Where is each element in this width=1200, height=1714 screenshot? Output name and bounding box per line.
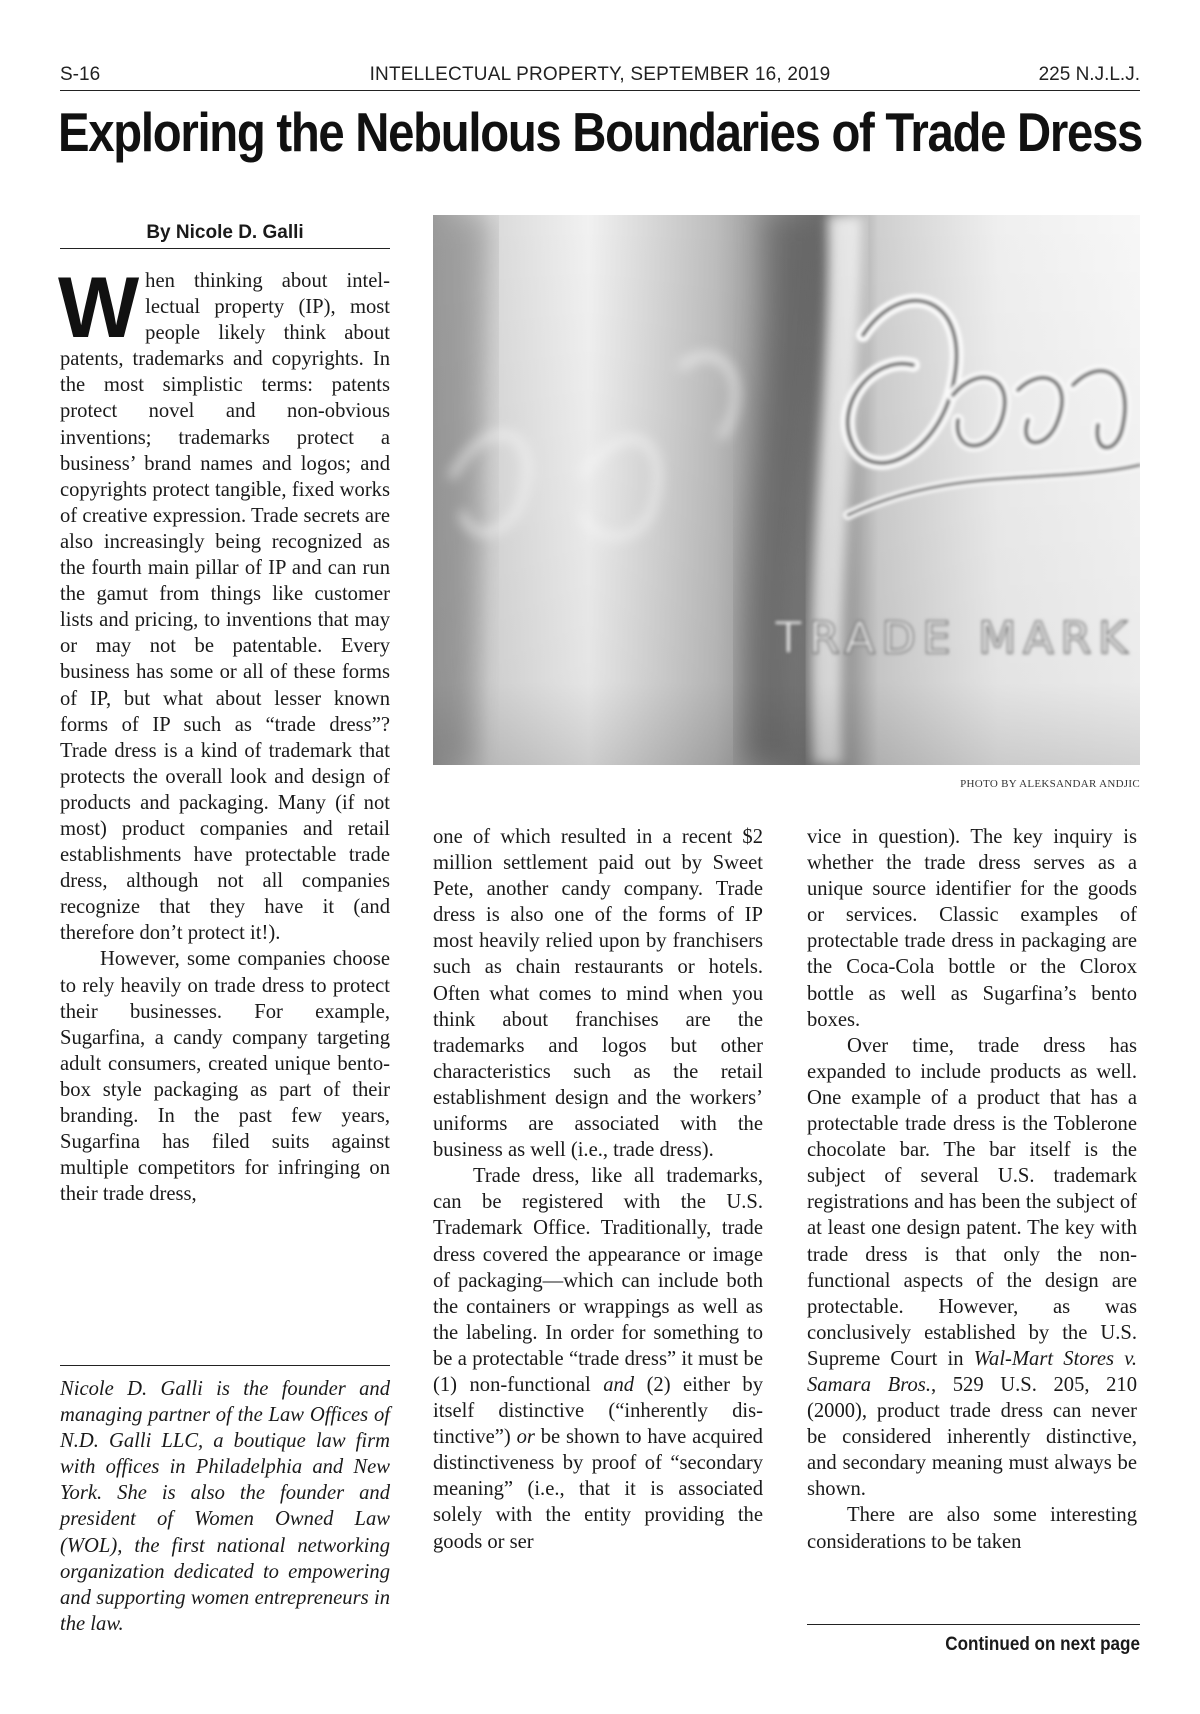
article-column-1 [58, 260, 390, 1207]
article-paragraph: vice in question). The key inquiry is whether the trade dress serves as a unique source identifier for the goods or services. Classic examples of protectable trade dress in packaging are the Coca-Cola bottle or the Clorox bottle as well as Sugarfina’s bento boxes. [807, 826, 1137, 1031]
coca-cola-bottle-photo [433, 215, 1140, 765]
running-head [60, 64, 1140, 91]
photo-credit: PHOTO BY ALEKSANDAR ANDJIC [960, 778, 1140, 790]
article-paragraph: Over time, trade dress has expanded to include products as well. One example of a product that has a protectable trade dress is the Toblerone chocolate bar. The bar itself is the subject of several U.S. trademark registrations and has been the subject of at least one design patent. The key with trade dress is that only the non-functional aspects of the design are protectable. However, as was conclusively established by the U.S. Supreme Court in Wal-Mart Stores v. Samara Bros., 529 U.S. 205, 210 (2000), product trade dress can never be considered inherently distinctive, and secondary meaning must always be shown. [807, 1034, 1138, 1501]
byline: By Nicole D. Galli [60, 222, 390, 249]
volume-label: 225 N.J.L.J. [1038, 64, 1140, 85]
case-citation: Wal-Mart Stores v. Samara Bros. [807, 1347, 1137, 1396]
author-bio: Nicole D. Galli is the founder and managing partner of the Law Offices of N.D. Galli LLC, a boutique law firm with offices in Philadelphia and New York. She is also the founder and president of Women Owned Law (WOL), the first national networking organization dedicated to empowering and supporting women entrepreneurs in the law. [60, 1365, 390, 1637]
article-paragraph: However, some companies choose to rely heavily on trade dress to protect their businesses. For example, Sugarfina, a candy company targeting adult consumers, created unique bento-box style packaging as part of their branding. In the past few years, Sugarfina has filed suits against multiple competitors for infringing on their trade dress, [60, 948, 390, 1206]
article-column-2 [433, 824, 763, 1555]
article-paragraph: When thinking about intellectual property (IP), most people likely think about patents, trademarks and copyrights. In the most simplistic terms: patents protect novel and non-obvious inventions; trademarks protect a business’ brand names and logos; and copyrights protect tangible, fixed works of creative expression. Trade secrets are also increasingly being recognized as the fourth main pillar of IP and can run the gamut from things like customer lists and pricing, to inventions that may or may not be patentable. Every business has some or all of these forms of IP, but what about lesser known forms of IP such as “trade dress”? Trade dress is a kind of trademark that protects the overall look and design of products and packaging. Many (if not most) product companies and retail establishments have protectable trade dress, although not all companies recognize that they have it (and therefore don’t protect it!). [58, 260, 390, 945]
article-paragraph: Trade dress, like all trademarks, can be registered with the U.S. Trademark Office. Traditionally, trade dress covered the appearance or image of packaging—which can include both the containers or wrappings as well as the labeling. In order for something to be a protectable “trade dress” it must be (1) non-functional and (2) either by itself distinctive (“inherently distinctive”) or be shown to have acquired distinctiveness by proof of “secondary meaning” (i.e., that it is associated solely with the entity providing the goods or ser [433, 1165, 763, 1553]
article-headline: Exploring the Nebulous Boundaries of Trade Dress [58, 101, 1143, 163]
page-number: S-16 [60, 64, 101, 85]
section-date: INTELLECTUAL PROPERTY, SEPTEMBER 16, 2019 [369, 64, 831, 85]
article-paragraph: There are also some interesting considerations to be taken [807, 1504, 1137, 1553]
article-column-3 [807, 824, 1137, 1555]
continued-rule [807, 1624, 1140, 1625]
drop-cap: W [58, 260, 140, 356]
continued-on-next-page[interactable]: Continued on next page [945, 1634, 1140, 1655]
article-paragraph: one of which resulted in a recent $2 million settlement paid out by Sweet Pete, another candy company. Trade dress is also one of the forms of IP most heavily relied upon by franchisers such as chain restaurants or hotels. Often what comes to mind when you think about franchises are the trademarks and logos but other characteristics such as the retail establishment design and the workers’ uniforms are associated with the business as well (i.e., trade dress). [433, 826, 763, 1162]
